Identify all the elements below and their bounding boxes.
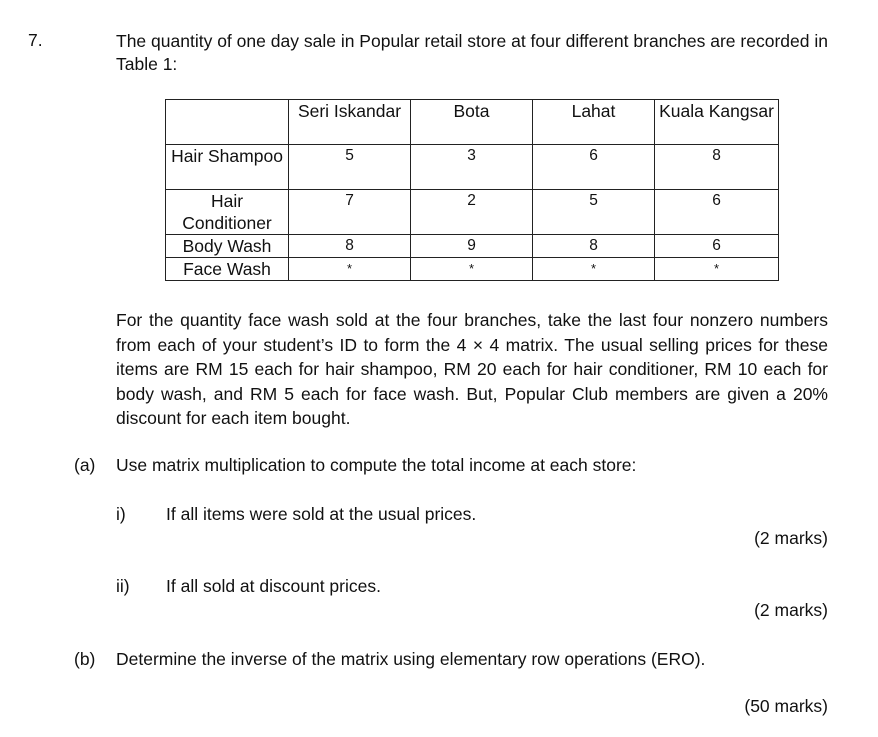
table-cell: 9 bbox=[411, 235, 533, 258]
table-cell: 5 bbox=[289, 145, 411, 190]
table-cell: 5 bbox=[533, 190, 655, 235]
table-cell: 3 bbox=[411, 145, 533, 190]
table-row bbox=[166, 190, 779, 235]
table-cell: 6 bbox=[655, 235, 779, 258]
header-bota: Bota bbox=[411, 100, 533, 145]
header-blank-cell bbox=[166, 100, 289, 145]
sales-table bbox=[165, 99, 779, 281]
table-row bbox=[166, 235, 779, 258]
header-kuala-kangsar: Kuala Kangsar bbox=[655, 100, 779, 145]
table-cell: 2 bbox=[411, 190, 533, 235]
table-header-row bbox=[166, 100, 779, 145]
table-row bbox=[166, 258, 779, 281]
part-a-i-marks: (2 marks) bbox=[754, 528, 828, 548]
row-label: Body Wash bbox=[166, 235, 289, 258]
table-cell: 8 bbox=[655, 145, 779, 190]
table-cell: 8 bbox=[533, 235, 655, 258]
table-cell: * bbox=[411, 258, 533, 281]
table-cell: 8 bbox=[289, 235, 411, 258]
table-cell: 7 bbox=[289, 190, 411, 235]
instruction-paragraph: For the quantity face wash sold at the four branches, take the last four nonzero numbers from each of your student’s ID to form the 4 × 4 matrix. The usual selling prices for these items are RM 15 each for hair shampoo, RM 20 each for hair conditioner, RM 10 each for body wash, and RM 5 each for face wash. But, Popular Club members are given a 20% discount for each item bought. bbox=[116, 310, 828, 428]
part-a-ii-text: If all sold at discount prices. bbox=[166, 576, 381, 596]
header-seri-iskandar: Seri Iskandar bbox=[289, 100, 411, 145]
question-intro: The quantity of one day sale in Popular retail store at four different branches are recorded in Table 1: bbox=[116, 31, 828, 74]
table-row bbox=[166, 145, 779, 190]
table-cell: 6 bbox=[533, 145, 655, 190]
row-label: Hair Shampoo bbox=[166, 145, 289, 190]
table-cell: 6 bbox=[655, 190, 779, 235]
row-label: Face Wash bbox=[166, 258, 289, 281]
table-cell: * bbox=[533, 258, 655, 281]
row-label: Hair Conditioner bbox=[166, 190, 289, 235]
part-a-text: Use matrix multiplication to compute the total income at each store: bbox=[116, 455, 637, 475]
part-a-ii-label: ii) bbox=[116, 576, 130, 596]
part-a-i-label: i) bbox=[116, 504, 126, 524]
question-number: 7. bbox=[28, 30, 43, 50]
table-cell: * bbox=[289, 258, 411, 281]
part-a-i-text: If all items were sold at the usual prices. bbox=[166, 504, 477, 524]
part-b-marks: (50 marks) bbox=[744, 696, 828, 716]
part-a-ii-marks: (2 marks) bbox=[754, 600, 828, 620]
part-b-label: (b) bbox=[74, 649, 96, 669]
table-cell: * bbox=[655, 258, 779, 281]
part-a-label: (a) bbox=[74, 455, 96, 475]
header-lahat: Lahat bbox=[533, 100, 655, 145]
part-b-text: Determine the inverse of the matrix using elementary row operations (ERO). bbox=[116, 649, 706, 669]
